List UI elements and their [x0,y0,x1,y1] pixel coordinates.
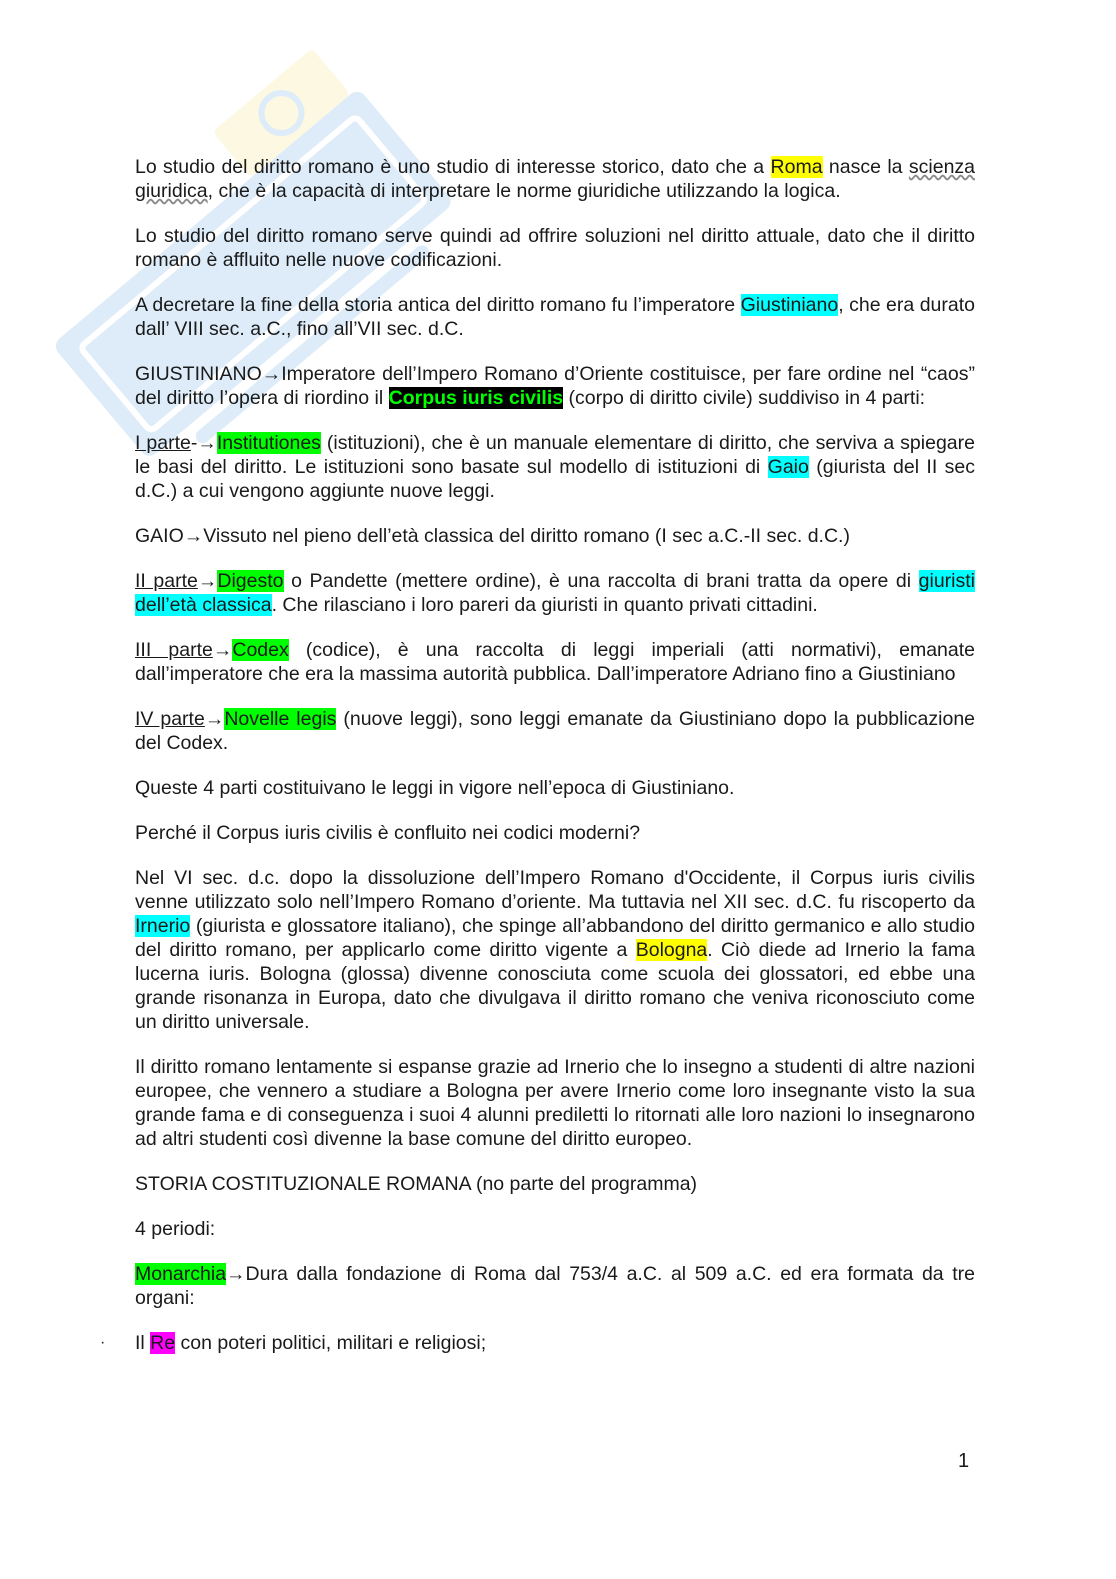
text: , che era durato dall’ VIII sec. a.C., fino all’VII sec. d.C. [135,294,975,340]
highlight-institutiones: Institutiones [216,432,321,454]
lead-term: GIUSTINIANO [135,363,262,385]
highlight-monarchia: Monarchia [135,1263,227,1285]
text: (giurista e glossatore italiano), che spinge all’abbandono del diritto germanico e allo studio del diritto romano, per applicarlo come diritto vigente a [135,915,975,961]
document-body [100,155,976,1376]
paragraph-9 [135,707,975,755]
text: A decretare la fine della storia antica del diritto romano fu l’imperatore [135,294,741,316]
part-label: II parte [135,570,198,592]
highlight-corpus-iuris-civilis: Corpus iuris civilis [388,387,564,409]
page-number: 1 [958,1450,970,1472]
text: con poteri politici, militari e religiosi; [175,1332,487,1354]
arrow-icon: → [197,432,217,454]
paragraph-11: Perché il Corpus iuris civilis è confluito nei codici moderni? [135,822,641,844]
spellcheck-scienza-giuridica: scienza giuridica [135,156,976,202]
paragraph-12 [135,866,975,1034]
text: (giurista del II sec d.C.) a cui vengono aggiunte nuove leggi. [135,456,976,502]
part-label: III parte [135,639,213,661]
text: (codice), è una raccolta di leggi imperiali (atti normativi), emanate dall’imperatore che era la massima autorità pubblica. Dall’imperatore Adriano fino a Giustiniano [135,639,976,685]
arrow-icon: → [183,525,204,547]
highlight-digesto: Digesto [217,570,284,592]
text: (nuove leggi), sono leggi emanate da Giustiniano dopo la pubblicazione del Codex. [135,708,976,754]
arrow-icon: → [204,708,225,730]
bullet-icon: · [100,1334,106,1351]
paragraph-1 [135,155,975,203]
part-label: I parte [135,432,191,454]
paragraph-2: Lo studio del diritto romano serve quindi ad offrire soluzioni nel diritto attuale, dato che il diritto romano è affluito nelle nuove codificazioni. [135,225,975,271]
text: Dura dalla fondazione di Roma dal 753/4 a.C. al 509 a.C. ed era formata da tre organi: [135,1263,975,1309]
lead-term: GAIO [135,525,184,547]
text: Il [135,1332,151,1354]
arrow-icon: → [226,1263,246,1285]
highlight-roma: Roma [770,156,823,178]
text: Lo studio del diritto romano è uno studio di interesse storico, dato che a [135,156,771,178]
arrow-icon: → [197,570,218,592]
paragraph-3 [135,293,975,341]
text: . Ciò diede ad Irnerio la fama lucerna iuris. Bologna (glossa) divenne conosciuta come scuola dei glossatori, ed ebbe una grande risonanza in Europa, dato che divulgava il diritto romano che veniva riconosciuto come un diritto universale. [135,939,975,1033]
text: (istituzioni), che è un manuale elementare di diritto, che serviva a spiegare le basi del diritto. Le istituzioni sono basate sul modello di istituzioni di [135,432,975,478]
arrow-icon: → [212,639,233,661]
part-label: IV parte [135,708,205,730]
highlight-giustiniano: Giustiniano [740,294,839,316]
paragraph-8 [135,638,975,686]
highlight-re: Re [150,1332,176,1354]
highlight-novelle-legis: Novelle legis [224,708,337,730]
highlight-codex: Codex [232,639,289,661]
text: o Pandette (mettere ordine), è una raccolta di brani tratta da opere di [283,570,919,592]
paragraph-16 [135,1262,975,1310]
paragraph-13: Il diritto romano lentamente si espanse grazie ad Irnerio che lo insegno a studenti di altre nazioni europee, che vennero a studiare a Bologna per avere Irnerio come loro insegnante visto la sua grande fama e di conseguenza i suoi 4 alunni prediletti lo ritornati alle loro nazioni lo insegnarono ad altri studenti così divenne la base comune del diritto europeo. [135,1056,975,1150]
text: , che è la capacità di interpretare le norme giuridiche utilizzando la logica. [207,180,841,202]
highlight-gaio: Gaio [767,456,809,478]
paragraph-6 [135,524,975,548]
text: Imperatore dell’Impero Romano d’Oriente costituisce, per fare ordine nel “caos” del diritto l’opera di riordino il [135,363,975,409]
paragraph-10: Queste 4 parti costituivano le leggi in vigore nell’epoca di Giustiniano. [135,777,735,799]
paragraph-14: STORIA COSTITUZIONALE ROMANA (no parte del programma) [135,1173,698,1195]
text: . Che rilasciano i loro pareri da giuristi in quanto privati cittadini. [271,594,818,616]
highlight-giuristi: giuristi dell’età classica [135,570,976,616]
highlight-irnerio: Irnerio [135,915,191,937]
paragraph-5 [135,431,975,503]
paragraph-4 [135,362,975,410]
arrow-icon: → [261,363,282,385]
dash: - [190,432,198,454]
paragraph-7 [135,569,975,617]
text: nasce la [822,156,909,178]
highlight-bologna: Bologna [635,939,708,961]
paragraph-15: 4 periodi: [135,1218,216,1240]
text: Vissuto nel pieno dell’età classica del diritto romano (I sec a.C.-II sec. d.C.) [203,525,850,547]
bullet-item-re [100,1331,975,1355]
text: Nel VI sec. d.c. dopo la dissoluzione dell’Impero Romano d'Occidente, il Corpus iuris civilis venne utilizzato solo nell’Impero Romano d’oriente. Ma tuttavia nel XII sec. d.C. fu riscoperto da [135,867,975,913]
text: (corpo di diritto civile) suddiviso in 4 parti: [563,387,926,409]
